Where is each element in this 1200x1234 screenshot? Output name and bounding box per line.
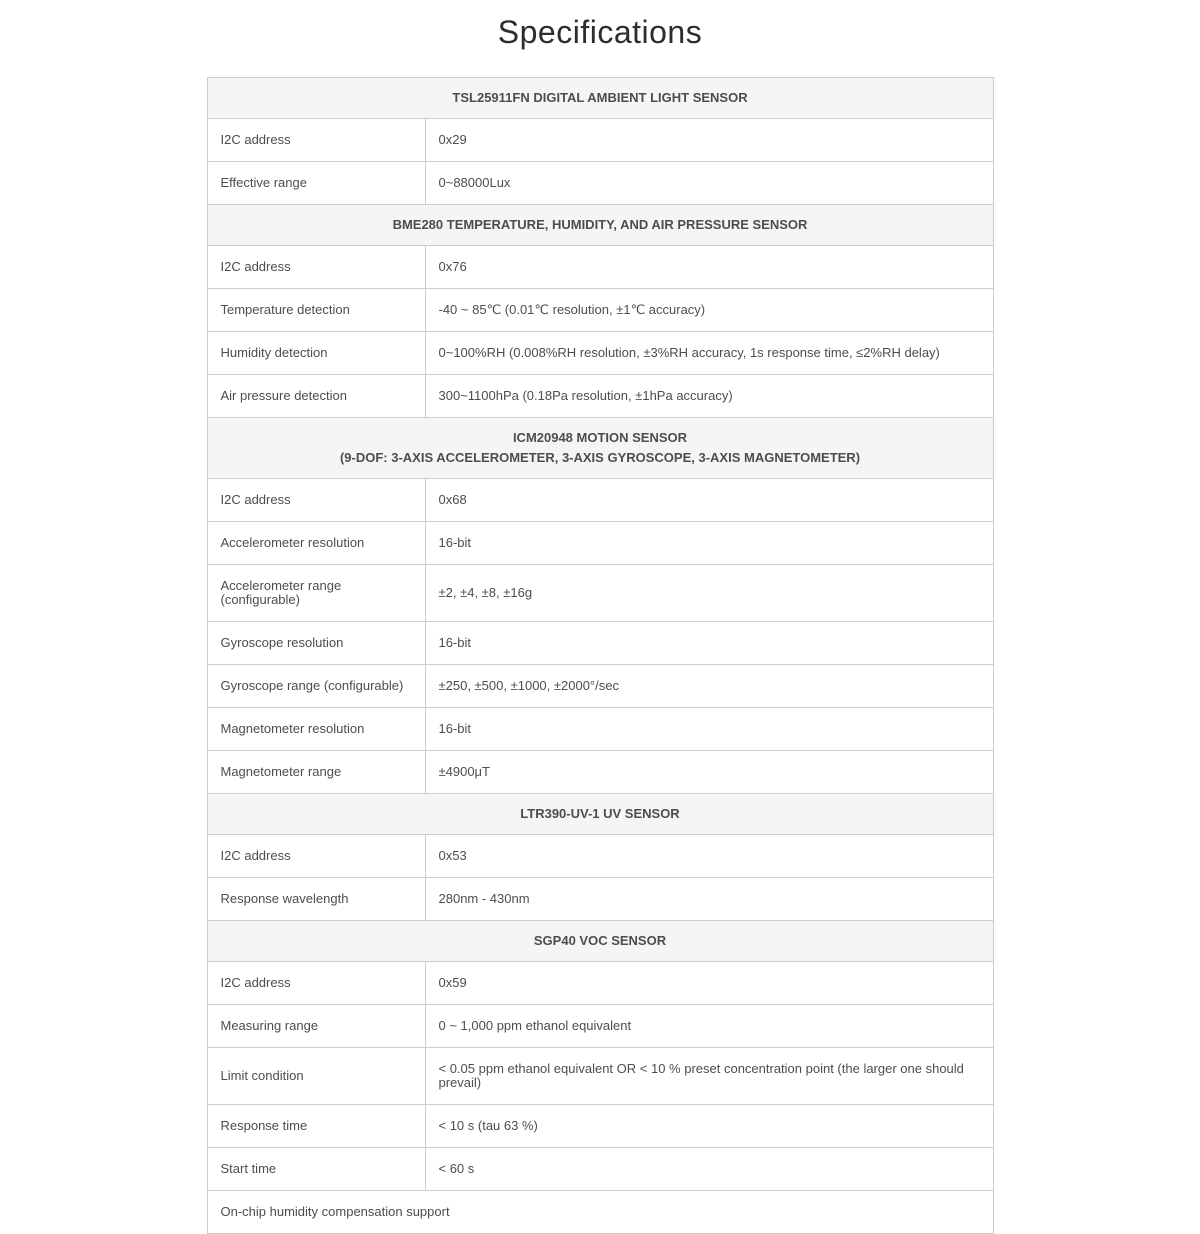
spec-row [207,289,993,332]
spec-row [207,708,993,751]
spec-label: Response time [207,1105,425,1148]
spec-label: Air pressure detection [207,375,425,418]
spec-label: Magnetometer range [207,751,425,794]
section-header-row [207,205,993,246]
spec-row [207,522,993,565]
spec-row [207,1105,993,1148]
section-header-row [207,921,993,962]
spec-row [207,878,993,921]
section-header-line: (9-DOF: 3-AXIS ACCELEROMETER, 3-AXIS GYROSCOPE, 3-AXIS MAGNETOMETER) [339,450,861,465]
spec-row [207,375,993,418]
spec-label: I2C address [207,246,425,289]
spec-row [207,751,993,794]
spec-value: 16-bit [425,622,993,665]
spec-row [207,1005,993,1048]
section-header [207,794,993,835]
spec-value: 0x76 [425,246,993,289]
spec-value: ±4900μT [425,751,993,794]
spec-label: I2C address [207,962,425,1005]
spec-label: Effective range [207,162,425,205]
section-header [207,205,993,246]
section-header [207,78,993,119]
section-header-row [207,418,993,479]
spec-value: ±250, ±500, ±1000, ±2000°/sec [425,665,993,708]
spec-label: Limit condition [207,1048,425,1105]
spec-value: 0x59 [425,962,993,1005]
spec-value: 0x53 [425,835,993,878]
spec-row [207,246,993,289]
spec-value: < 10 s (tau 63 %) [425,1105,993,1148]
section-header-line: TSL25911FN DIGITAL AMBIENT LIGHT SENSOR [452,90,748,105]
section-header-line: SGP40 VOC SENSOR [533,933,667,948]
spec-value: 300~1100hPa (0.18Pa resolution, ±1hPa accuracy) [425,375,993,418]
section-header-line: ICM20948 MOTION SENSOR [512,430,688,445]
spec-row [207,119,993,162]
spec-label: Accelerometer range (configurable) [207,565,425,622]
spec-label: I2C address [207,835,425,878]
spec-value: 0~88000Lux [425,162,993,205]
spec-label: Response wavelength [207,878,425,921]
section-header [207,418,993,479]
spec-row [207,1191,993,1234]
spec-row [207,665,993,708]
spec-label: Gyroscope resolution [207,622,425,665]
spec-row [207,622,993,665]
spec-row [207,332,993,375]
section-header-row [207,794,993,835]
spec-label: Magnetometer resolution [207,708,425,751]
section-header-line: BME280 TEMPERATURE, HUMIDITY, AND AIR PRESSURE SENSOR [392,217,808,232]
spec-label: Gyroscope range (configurable) [207,665,425,708]
spec-row [207,479,993,522]
spec-value: 16-bit [425,708,993,751]
spec-row [207,162,993,205]
spec-label: Accelerometer resolution [207,522,425,565]
spec-label: Measuring range [207,1005,425,1048]
spec-value: 0x68 [425,479,993,522]
spec-value: 0x29 [425,119,993,162]
spec-label: Start time [207,1148,425,1191]
spec-value: -40 ~ 85℃ (0.01℃ resolution, ±1℃ accuracy) [425,289,993,332]
section-header-line: LTR390-UV-1 UV SENSOR [520,806,680,821]
spec-value: 280nm - 430nm [425,878,993,921]
spec-row [207,835,993,878]
spec-label: Humidity detection [207,332,425,375]
spec-value: 16-bit [425,522,993,565]
spec-value: < 0.05 ppm ethanol equivalent OR < 10 % preset concentration point (the larger one should prevail) [425,1048,993,1105]
spec-value: < 60 s [425,1148,993,1191]
spec-value: ±2, ±4, ±8, ±16g [425,565,993,622]
spec-row [207,962,993,1005]
section-header [207,921,993,962]
specifications-table [207,77,994,1234]
spec-value: 0~100%RH (0.008%RH resolution, ±3%RH accuracy, 1s response time, ≤2%RH delay) [425,332,993,375]
section-header-row [207,78,993,119]
spec-label: I2C address [207,119,425,162]
spec-full-width-label: On-chip humidity compensation support [207,1191,993,1234]
page-title: Specifications [497,14,703,50]
spec-label: Temperature detection [207,289,425,332]
spec-row [207,1048,993,1105]
spec-row [207,1148,993,1191]
spec-label: I2C address [207,479,425,522]
spec-row [207,565,993,622]
spec-value: 0 ~ 1,000 ppm ethanol equivalent [425,1005,993,1048]
